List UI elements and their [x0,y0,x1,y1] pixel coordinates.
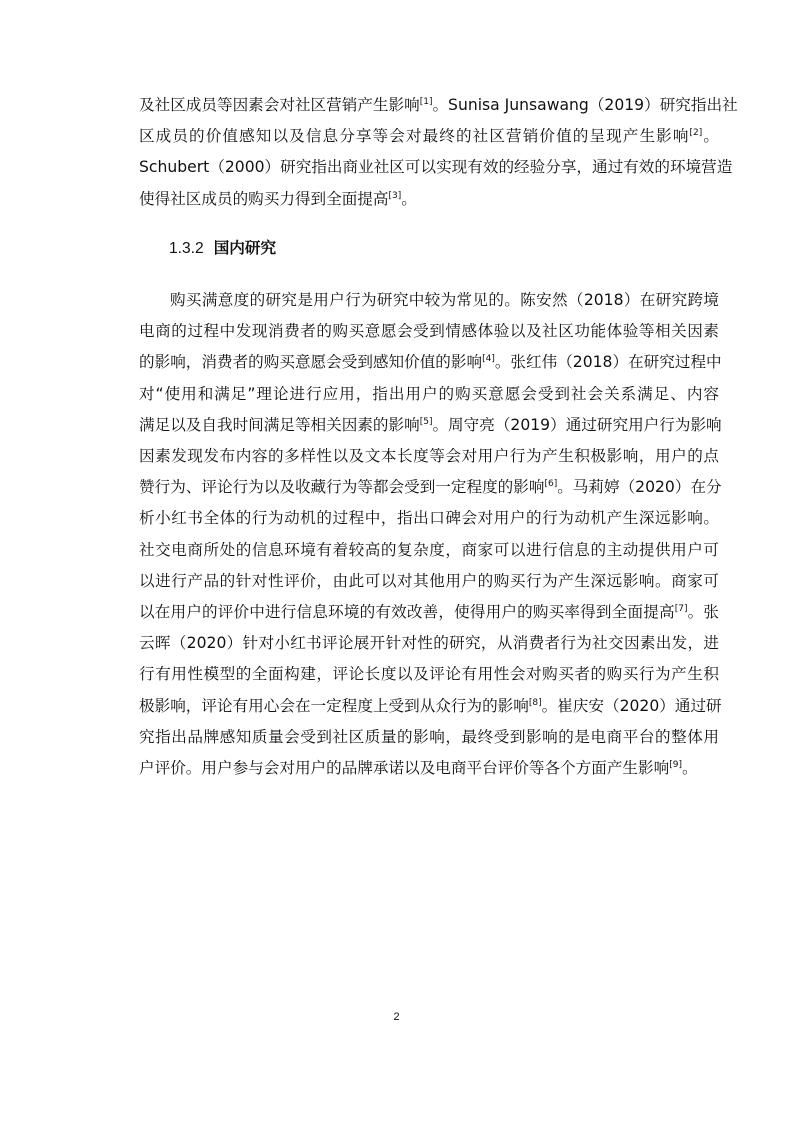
text-line: 究指出品牌感知质量会受到社区质量的影响，最终受到影响的是电商平台的整体用 [139,727,719,746]
text-run: 。Sunisa Junsawang（2019）研究指出社 [432,96,738,114]
text-line: 云晖（2020）针对小红书评论展开针对性的研究，从消费者行为社交因素出发，进 [139,634,719,653]
text-run: 以在用户的评价中进行信息环境的有效改善，使得用户的购买率得到全面提高 [139,603,675,622]
citation-ref: [2] [689,128,703,139]
citation-ref: [3] [388,190,402,201]
text-run: 使得社区成员的购买力得到全面提高 [139,189,389,208]
text-line [139,184,719,215]
text-run: 。 [681,759,698,778]
citation-ref: [5] [419,416,433,427]
text-line [139,597,719,628]
text-run: 。周守亮（2019）通过研究用户行为影响 [432,415,722,434]
text-line [139,691,722,722]
text-run: 。张 [687,603,719,622]
text-line: 以进行产品的针对性评价，由此可以对其他用户的购买行为产生深远影响。商家可 [139,571,719,590]
section-number: 1.3.2 [169,240,204,257]
text-run: 及社区成员等因素会对社区营销产生影响 [139,96,420,114]
text-line [139,347,722,378]
domestic-research-paragraph [139,285,722,784]
citation-ref: [8] [528,697,542,708]
citation-ref: [6] [544,479,558,490]
page-number: 2 [393,1011,400,1023]
text-run: 。崔庆安（2020）通过研 [541,696,722,715]
text-line: 购买满意度的研究是用户行为研究中较为常见的。陈安然（2018）在研究跨境 [170,291,719,309]
text-run: 。 [702,127,719,146]
text-run: 。 [401,189,417,208]
citation-ref: [4] [482,354,495,365]
text-line: 社交电商所处的信息环境有着较高的复杂度，商家可以进行信息的主动提供用户可 [139,540,719,559]
text-run: 。张红伟（2018）在研究过程中 [494,353,722,372]
text-run: 的影响，消费者的购买意愿会受到感知价值的影响 [139,353,483,372]
text-line [139,121,719,152]
citation-ref: [7] [674,604,688,615]
text-line: 行有用性模型的全面构建，评论长度以及评论有用性会对购买者的购买行为产生积 [139,665,719,684]
text-line [139,410,722,441]
text-run: 赞行为、评论行为以及收藏行为等都会受到一定程度的影响 [139,478,545,497]
citation-ref: [9] [669,760,682,771]
text-run: 区成员的价值感知以及信息分享等会对最终的社区营销价值的呈现产生影响 [139,127,690,146]
text-line: 因素发现发布内容的多样性以及文本长度等会对用户行为产生积极影响，用户的点 [139,447,719,466]
text-run: 户评价。用户参与会对用户的品牌承诺以及电商平台评价等各个方面产生影响 [139,759,670,778]
text-line: 析小红书全体的行为动机的过程中，指出口碑会对用户的行为动机产生深远影响。 [139,509,719,528]
text-line: 对“使用和满足”理论进行应用，指出用户的购买意愿会受到社会关系满足、内容 [139,384,719,403]
text-line [139,753,719,784]
citation-ref: [1] [419,97,433,107]
text-line [139,472,722,503]
text-run: 满足以及自我时间满足等相关因素的影响 [139,415,420,434]
intro-paragraph [139,90,738,215]
section-heading [169,236,276,261]
text-run: 极影响，评论有用心会在一定程度上受到从众行为的影响 [139,696,529,715]
text-line: 电商的过程中发现消费者的购买意愿会受到情感体验以及社区功能体验等相关因素 [139,322,719,341]
text-line [139,90,738,121]
text-line: Schubert（2000）研究指出商业社区可以实现有效的经验分享，通过有效的环境营造 [139,158,733,177]
text-run: 。马莉婷（2020）在分 [557,478,722,497]
section-title: 国内研究 [213,239,277,257]
